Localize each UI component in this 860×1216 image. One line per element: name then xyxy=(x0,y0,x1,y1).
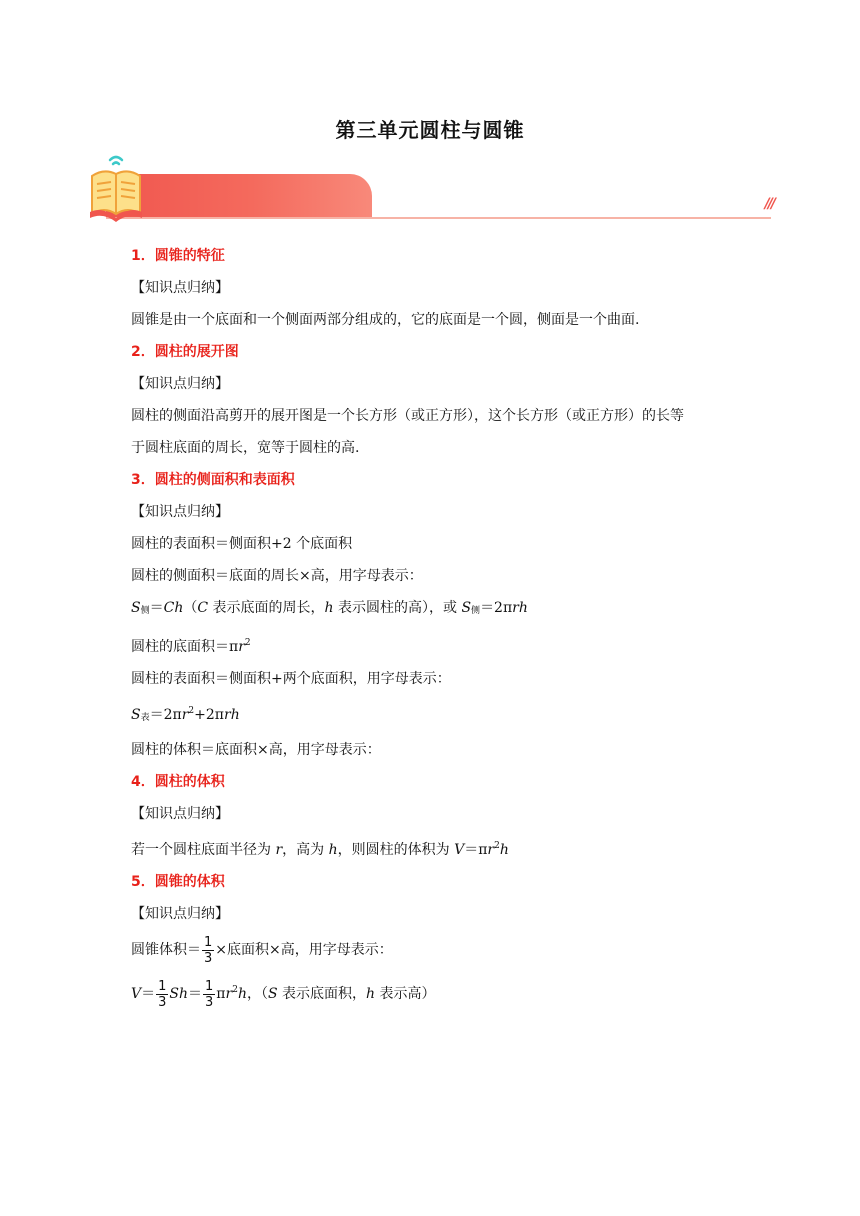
var-s: S xyxy=(131,600,141,616)
banner-underline xyxy=(106,217,771,219)
formula-cylinder-volume xyxy=(131,830,751,866)
text: ＝ xyxy=(188,986,203,1002)
text: 圆锥体积＝ xyxy=(131,942,201,958)
text: （ xyxy=(183,600,198,616)
var-s: S xyxy=(131,707,141,723)
var-r: r xyxy=(275,842,283,858)
text: ＝2π xyxy=(480,600,513,616)
text: 表示高） xyxy=(375,986,436,1002)
formula-cone-volume-words xyxy=(131,930,751,970)
text: ，则圆柱的体积为 xyxy=(337,842,455,858)
open-book-icon xyxy=(88,148,144,224)
var-r: r xyxy=(181,707,189,723)
paragraph: 圆柱的表面积＝侧面积+2 个底面积 xyxy=(131,536,353,552)
paragraph: 于圆柱底面的周长，宽等于圆柱的高. xyxy=(131,440,360,456)
section-heading-2: 2．圆柱的展开图 xyxy=(131,344,239,360)
var-ch: Ch xyxy=(163,600,184,616)
var-r: r xyxy=(238,639,245,655)
paragraph: 圆柱的侧面沿高剪开的展开图是一个长方形（或正方形），这个长方形（或正方形）的长等 xyxy=(131,408,684,424)
fraction-denominator: 3 xyxy=(158,994,167,1010)
banner-bar xyxy=(106,174,372,218)
text: 表示底面的周长， xyxy=(208,600,325,616)
document-title: 第三单元圆柱与圆锥 xyxy=(335,118,525,142)
formula-base-area xyxy=(131,627,751,663)
var-h: h xyxy=(324,600,334,616)
fraction-one-third xyxy=(203,979,215,1010)
content xyxy=(131,240,751,1014)
var-h: h xyxy=(499,842,509,858)
text: ＝2π xyxy=(149,707,182,723)
var-s: S xyxy=(461,600,472,616)
var-h: h xyxy=(366,986,376,1002)
text: ，（ xyxy=(246,986,268,1002)
var-rh: rh xyxy=(512,600,528,616)
text: ＝ xyxy=(149,600,164,616)
text: 表示圆柱的高），或 xyxy=(333,600,462,616)
superscript: 2 xyxy=(232,985,238,995)
text: π xyxy=(216,986,226,1002)
formula-lateral-area xyxy=(131,592,751,627)
var-v: V xyxy=(454,842,465,858)
var-c: C xyxy=(197,600,209,616)
formula-cone-volume xyxy=(131,970,751,1014)
fraction-denominator: 3 xyxy=(204,950,213,966)
text: ×底面积×高，用字母表示： xyxy=(215,942,393,958)
text: ＝ xyxy=(141,986,156,1002)
text: 表示底面积， xyxy=(277,986,367,1002)
text: ＝π xyxy=(464,842,488,858)
text: 若一个圆柱底面半径为 xyxy=(131,842,276,858)
text: +2π xyxy=(194,707,224,723)
paragraph: 圆柱的表面积＝侧面积+两个底面积，用字母表示： xyxy=(131,671,451,687)
subscript: 侧 xyxy=(140,606,150,616)
section-banner xyxy=(88,148,778,228)
fraction-one-third xyxy=(156,979,168,1010)
paragraph: 圆柱的侧面积＝底面的周长×高，用字母表示： xyxy=(131,568,423,584)
knowledge-label: 【知识点归纳】 xyxy=(131,376,229,392)
knowledge-label: 【知识点归纳】 xyxy=(131,806,229,822)
paragraph: 圆柱的体积＝底面积×高，用字母表示： xyxy=(131,742,381,758)
fraction-one-third xyxy=(202,935,214,966)
fraction-numerator: 1 xyxy=(158,978,167,994)
var-r: r xyxy=(225,986,233,1002)
superscript: 2 xyxy=(244,638,251,648)
subscript: 侧 xyxy=(471,606,481,616)
section-heading-1: 1．圆锥的特征 xyxy=(131,248,225,264)
fraction-numerator: 1 xyxy=(205,978,214,994)
section-heading-4: 4．圆柱的体积 xyxy=(131,774,225,790)
section-heading-3: 3．圆柱的侧面积和表面积 xyxy=(131,472,295,488)
superscript: 2 xyxy=(188,706,195,716)
subscript: 表 xyxy=(140,713,150,723)
superscript: 2 xyxy=(494,841,500,851)
formula-surface-area xyxy=(131,695,751,734)
text: 圆柱的底面积＝π xyxy=(131,639,239,655)
var-v: V xyxy=(131,986,142,1002)
section-heading-5: 5．圆锥的体积 xyxy=(131,874,225,890)
knowledge-label: 【知识点归纳】 xyxy=(131,906,229,922)
knowledge-label: 【知识点归纳】 xyxy=(131,504,229,520)
paragraph: 圆锥是由一个底面和一个侧面两部分组成的，它的底面是一个圆，侧面是一个曲面. xyxy=(131,312,640,328)
banner-slashes: /// xyxy=(764,196,774,212)
fraction-denominator: 3 xyxy=(205,994,214,1010)
var-rh: rh xyxy=(224,707,240,723)
var-sh: Sh xyxy=(169,986,189,1002)
knowledge-label: 【知识点归纳】 xyxy=(131,280,229,296)
text: ，高为 xyxy=(282,842,329,858)
var-s: S xyxy=(267,986,278,1002)
var-h: h xyxy=(237,986,247,1002)
var-r: r xyxy=(487,842,495,858)
var-h: h xyxy=(328,842,338,858)
fraction-numerator: 1 xyxy=(204,934,213,950)
